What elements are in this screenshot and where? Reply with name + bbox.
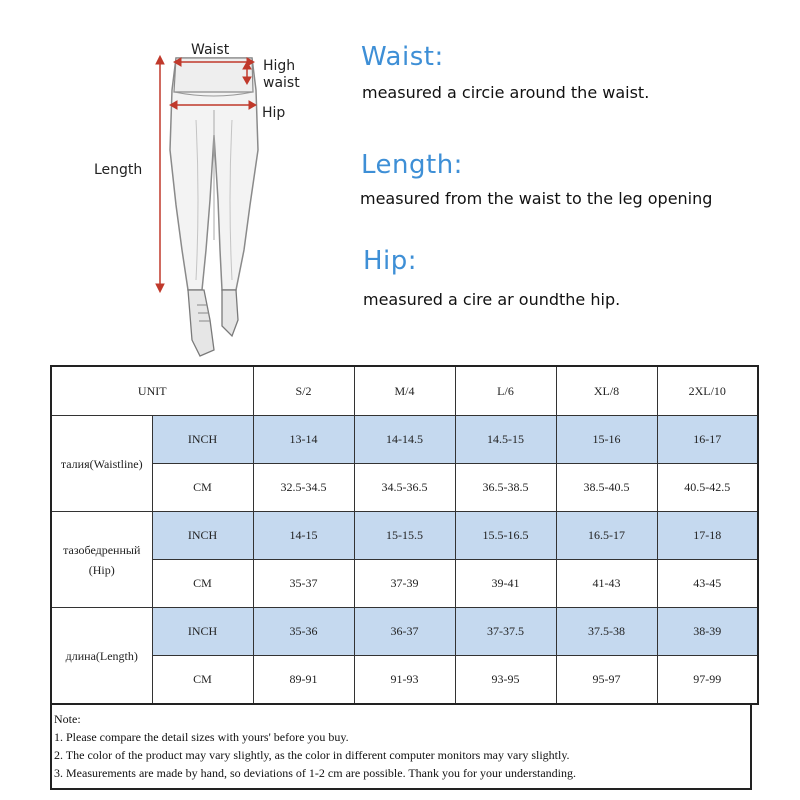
value-cell: 40.5-42.5 — [657, 464, 758, 512]
notes-box — [50, 704, 752, 790]
value-cell: 14.5-15 — [455, 416, 556, 464]
length-arrow — [156, 56, 164, 292]
length-label: Length — [94, 162, 143, 178]
value-cell: 35-37 — [253, 560, 354, 608]
note-item: 1. Please compare the detail sizes with yours' before you buy. — [54, 730, 349, 744]
value-cell: 97-99 — [657, 656, 758, 705]
unit-cell: CM — [152, 464, 253, 512]
unit-cell: INCH — [152, 416, 253, 464]
hip-heading: Hip: — [363, 246, 418, 276]
value-cell: 91-93 — [354, 656, 455, 705]
value-cell: 32.5-34.5 — [253, 464, 354, 512]
leggings-drawing — [0, 0, 340, 360]
unit-cell: INCH — [152, 608, 253, 656]
value-cell: 14-15 — [253, 512, 354, 560]
hip-label: Hip — [262, 105, 286, 121]
value-cell: 95-97 — [556, 656, 657, 705]
length-description: measured from the waist to the leg opening — [360, 189, 713, 208]
value-cell: 39-41 — [455, 560, 556, 608]
waist-description: measured a circie around the waist. — [362, 83, 650, 102]
table-row — [51, 416, 758, 464]
value-cell: 37-37.5 — [455, 608, 556, 656]
size-chart-table — [50, 365, 759, 705]
unit-header: UNIT — [51, 366, 253, 416]
value-cell: 13-14 — [253, 416, 354, 464]
note-item: 2. The color of the product may vary slightly, as the color in different computer monitors may vary slightly. — [54, 748, 570, 762]
value-cell: 14-14.5 — [354, 416, 455, 464]
value-cell: 37.5-38 — [556, 608, 657, 656]
value-cell: 16-17 — [657, 416, 758, 464]
table-header-row — [51, 366, 758, 416]
value-cell: 38-39 — [657, 608, 758, 656]
category-cell: талия(Waistline) — [51, 416, 152, 512]
category-cell: тазобедренный (Hip) — [51, 512, 152, 608]
waist-label: Waist — [191, 42, 230, 58]
length-heading: Length: — [361, 150, 463, 180]
unit-cell: CM — [152, 656, 253, 705]
value-cell: 15-16 — [556, 416, 657, 464]
leggings-illustration — [0, 0, 340, 360]
value-cell: 36-37 — [354, 608, 455, 656]
value-cell: 15-15.5 — [354, 512, 455, 560]
table-row — [51, 464, 758, 512]
unit-cell: INCH — [152, 512, 253, 560]
right-shoe-shape — [222, 290, 238, 336]
note-item: 3. Measurements are made by hand, so deviations of 1-2 cm are possible. Thank you for your understanding. — [54, 766, 576, 780]
value-cell: 93-95 — [455, 656, 556, 705]
waist-heading: Waist: — [361, 42, 444, 72]
value-cell: 43-45 — [657, 560, 758, 608]
value-cell: 41-43 — [556, 560, 657, 608]
waistband-shape — [174, 58, 253, 92]
value-cell: 35-36 — [253, 608, 354, 656]
size-header: XL/8 — [556, 366, 657, 416]
left-shoe-shape — [188, 290, 214, 356]
table-row — [51, 512, 758, 560]
size-header: 2XL/10 — [657, 366, 758, 416]
size-header: M/4 — [354, 366, 455, 416]
value-cell: 17-18 — [657, 512, 758, 560]
unit-cell: CM — [152, 560, 253, 608]
value-cell: 15.5-16.5 — [455, 512, 556, 560]
value-cell: 37-39 — [354, 560, 455, 608]
hip-description: measured a cire ar oundthe hip. — [363, 290, 621, 309]
value-cell: 38.5-40.5 — [556, 464, 657, 512]
value-cell: 36.5-38.5 — [455, 464, 556, 512]
value-cell: 89-91 — [253, 656, 354, 705]
value-cell: 34.5-36.5 — [354, 464, 455, 512]
table-row — [51, 560, 758, 608]
category-cell: длина(Length) — [51, 608, 152, 705]
high-waist-label: High waist — [263, 58, 300, 91]
size-header: S/2 — [253, 366, 354, 416]
notes-title: Note: — [54, 712, 81, 726]
size-header: L/6 — [455, 366, 556, 416]
table-row — [51, 608, 758, 656]
table-row — [51, 656, 758, 705]
value-cell: 16.5-17 — [556, 512, 657, 560]
